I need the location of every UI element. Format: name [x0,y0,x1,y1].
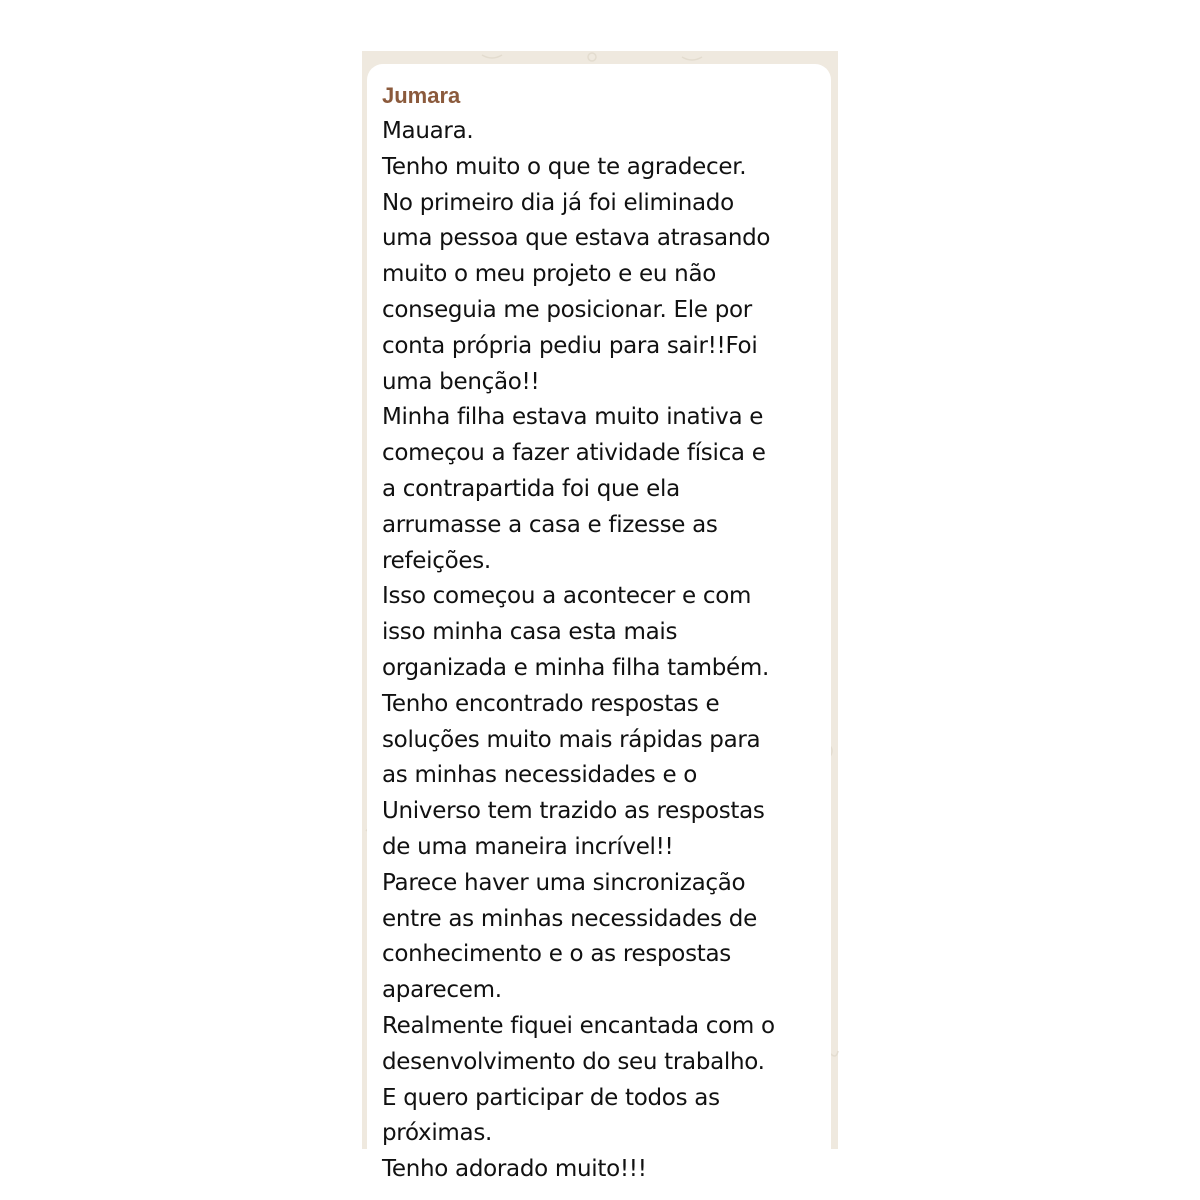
message-line: uma benção!! [382,368,540,395]
message-line: Minha filha estava muito inativa e [382,404,764,431]
message-line: aparecem. [382,977,502,1004]
message-line: conhecimento e o as respostas [382,941,731,968]
message-line: No primeiro dia já foi eliminado [382,189,734,216]
message-line: a contrapartida foi que ela [382,475,680,502]
message-line: Universo tem trazido as respostas [382,798,765,825]
message-line: E quero participar de todos as [382,1084,720,1111]
message-line: Parece haver uma sincronização [382,869,746,896]
message-line: soluções muito mais rápidas para [382,726,761,753]
message-text [382,114,815,1188]
message-line: refeições. [382,547,491,574]
chat-background [362,51,838,1183]
sender-name[interactable]: Jumara [382,83,461,108]
message-line: conseguia me posicionar. Ele por [382,296,752,323]
message-line: de uma maneira incrível!! [382,833,674,860]
message-line: arrumasse a casa e fizesse as [382,511,718,538]
message-line: Realmente fiquei encantada com o [382,1012,775,1039]
message-line: Tenho adorado muito!!! [382,1156,647,1183]
message-line: isso minha casa esta mais [382,619,678,646]
message-line: Isso começou a acontecer e com [382,583,752,610]
message-line: as minhas necessidades e o [382,762,698,789]
message-line: uma pessoa que estava atrasando [382,225,771,252]
message-line: Tenho encontrado respostas e [382,690,720,717]
message-line: entre as minhas necessidades de [382,905,757,932]
message-line: começou a fazer atividade física e [382,440,766,467]
message-line: próximas. [382,1120,493,1147]
message-line: Tenho muito o que te agradecer. [382,153,747,180]
message-line: conta própria pediu para sair!!Foi [382,332,758,359]
message-line: desenvolvimento do seu trabalho. [382,1048,765,1075]
message-line: muito o meu projeto e eu não [382,261,717,288]
message-line: Mauara. [382,118,474,144]
message-line: organizada e minha filha também. [382,654,770,681]
message-bubble[interactable] [367,64,831,1184]
